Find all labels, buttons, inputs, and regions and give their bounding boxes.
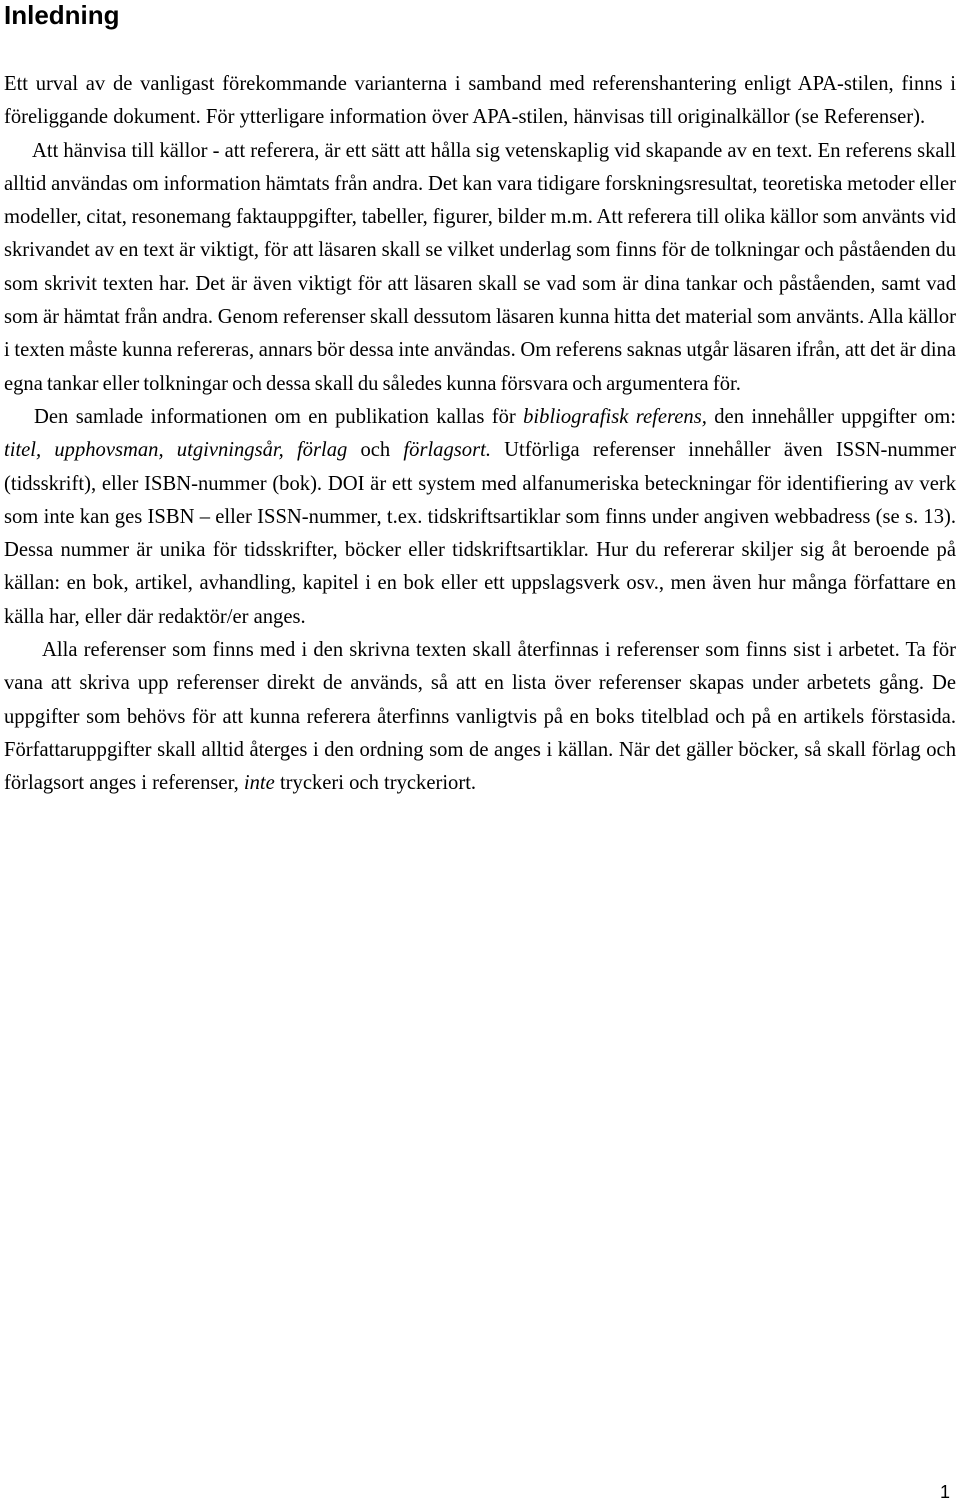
paragraph-text: tryckeri och tryckeriort.: [274, 772, 477, 795]
paragraph-text: Utförliga referenser innehåller även ISSN-nummer (tidsskrift), eller ISBN-nummer (bok). DOI är ett system med alfanumeriska beteckningar för identifiering av verk som inte kan ges ISBN – eller ISSN-nummer, t.ex. tidskriftsartiklar som finns under angiven webbadress (se s. 13). Dessa nummer är unika för tidsskrifter, böcker eller tidskriftsartiklar. Hur du refererar skiljer sig åt beroende på källan: en bok, artikel, avhandling, kapitel i en bok eller ett uppslagsverk osv., men även hur många författare en källa har, eller där redaktör/er anges.: [4, 439, 957, 628]
italic-term: förlagsort.: [403, 439, 491, 462]
paragraph-text: Att hänvisa till källor - att referera, är ett sätt att hålla sig vetenskaplig vid skapande av en text. En referens skall alltid användas om information hämtats från andra. Det kan vara tidigare forskningsresultat, teoretiska metoder eller modeller, citat, resonemang faktauppgifter, tabeller, figurer, bilder m.m. Att referera till olika källor som använts vid skrivandet av en text är viktigt, för att läsaren skall se vilket underlag som finns för de tolkningar och påståenden du som skrivit texten har. Det är även viktigt för att läsaren skall se vad som är dina tankar och påståenden, samt vad som är hämtat från andra. Genom referenser skall dessutom läsaren kunna hitta det material som använts. Alla källor i texten måste kunna refereras, annars bör dessa inte användas. Om referens saknas utgår läsaren ifrån, att det är dina egna tankar eller tolkningar och dessa skall du således kunna försvara och argumentera för.: [4, 139, 956, 395]
paragraph-text: den innehåller uppgifter om:: [706, 405, 956, 428]
page-title: Inledning: [4, 0, 120, 30]
italic-term: inte: [243, 772, 275, 795]
page-number: 1: [939, 1482, 950, 1502]
paragraph-text: och: [347, 439, 404, 462]
paragraph-text: Den samlade informationen om en publikation kallas för: [34, 405, 524, 428]
italic-term: bibliografisk referens,: [523, 405, 707, 428]
paragraph-reference-list: [4, 634, 956, 800]
italic-term: titel, upphovsman, utgivningsår, förlag: [4, 439, 348, 462]
paragraph-text: Ett urval av de vanligast förekommande varianterna i samband med referenshantering enligt APA-stilen, finns i föreliggande dokument. För ytterligare information över APA-stilen, hänvisas till originalkällor (se Referenser).: [4, 73, 956, 129]
paragraph-bibliographic-reference: [4, 401, 956, 634]
paragraph-text: Alla referenser som finns med i den skrivna texten skall återfinnas i referenser som finns sist i arbetet. Ta för vana att skriva upp referenser direkt de används, så att en lista över referenser skapas under arbetets gång. De uppgifter som behövs för att kunna referera återfinns vanligtvis på en boks titelblad och på en artikels förstasida. Författaruppgifter skall alltid återges i den ordning som de anges i källan. När det gäller böcker, så skall förlag och förlagsort anges i referenser,: [4, 639, 956, 795]
paragraph-referencing: [4, 135, 956, 401]
document-body: [4, 68, 956, 801]
paragraph-intro: [4, 68, 956, 135]
